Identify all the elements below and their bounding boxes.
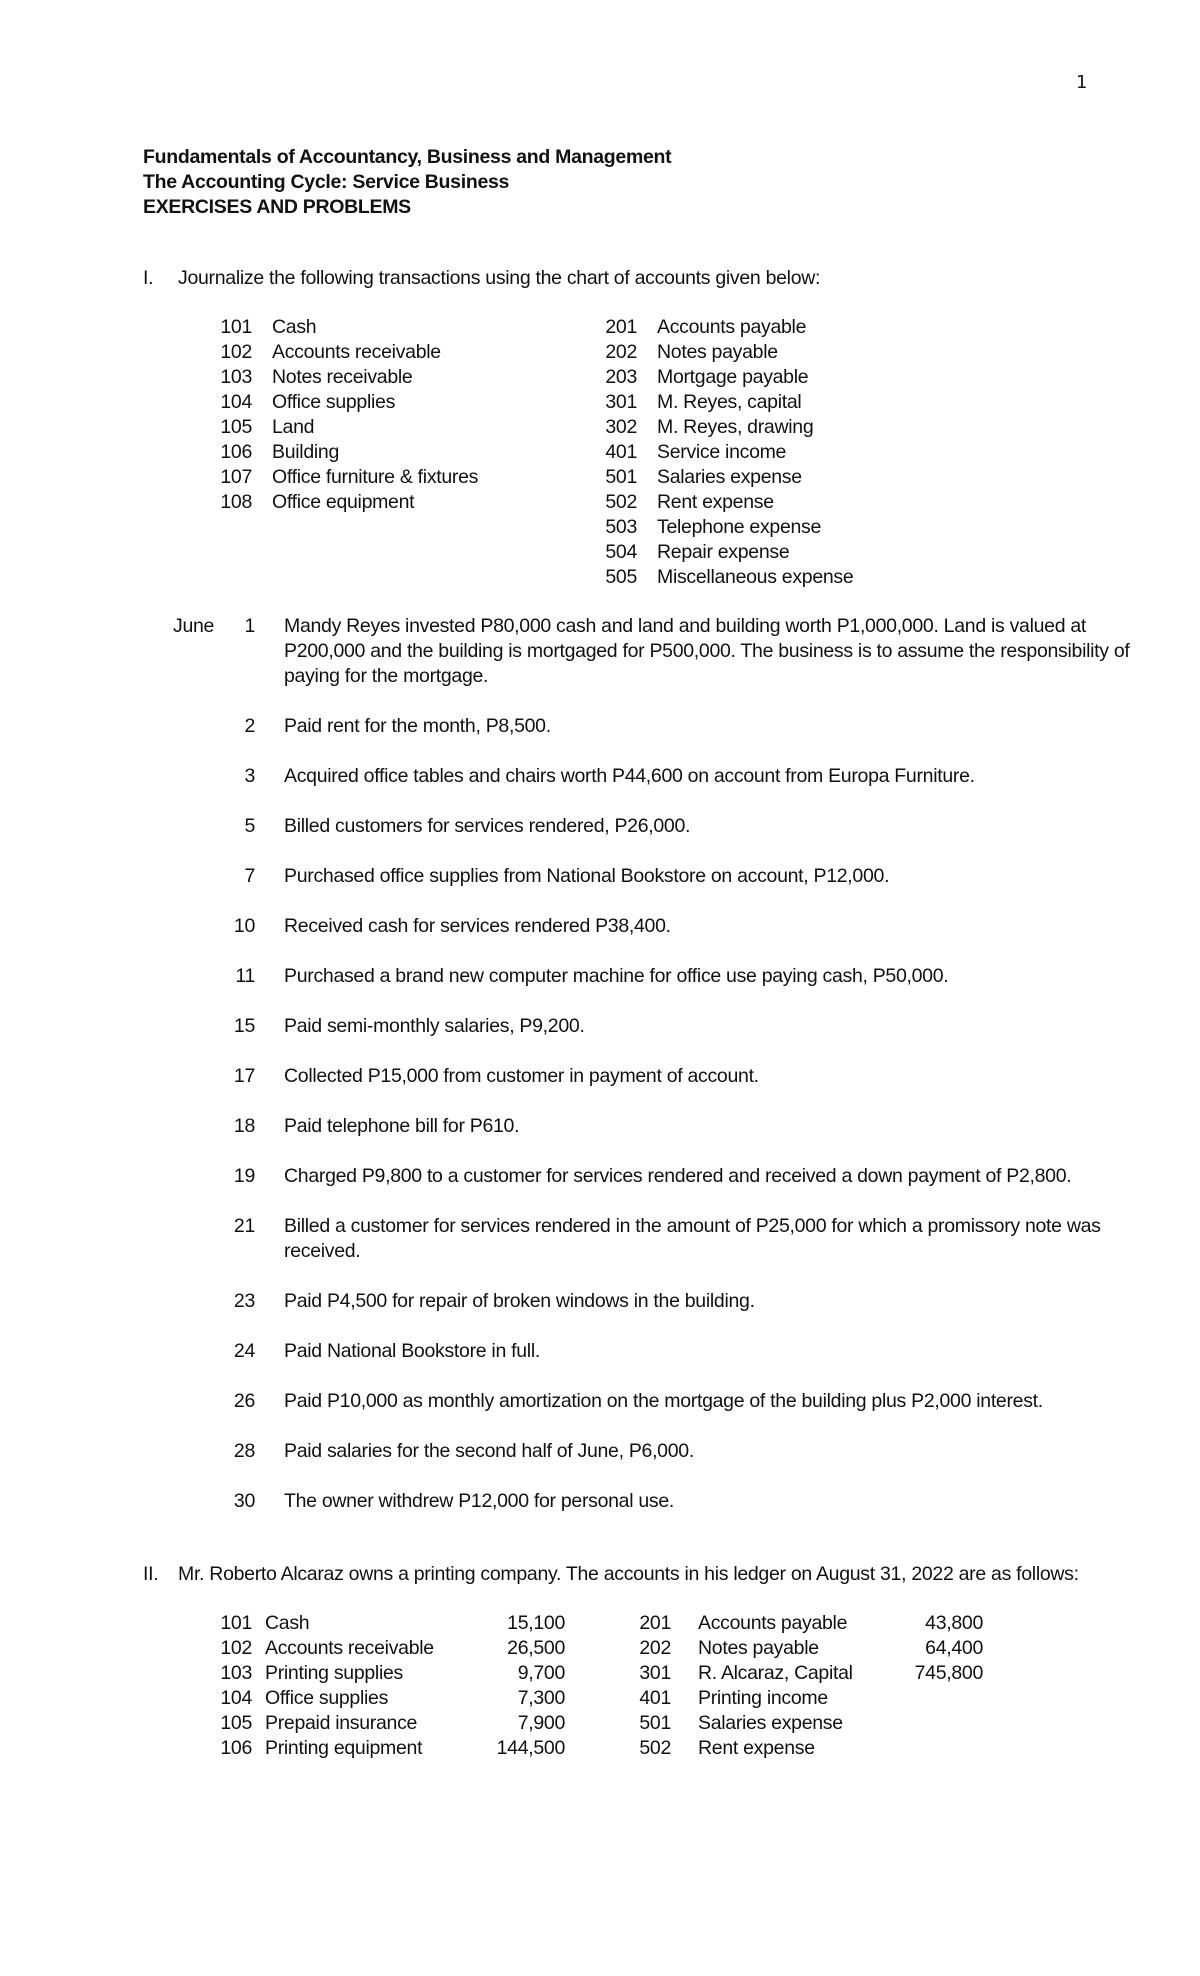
transaction-description: [284, 1114, 1200, 1139]
account-row: [593, 340, 778, 365]
account-number: 202: [639, 1637, 671, 1659]
ledger-row: [208, 1636, 565, 1661]
transaction-line: received.: [284, 1240, 361, 1262]
transaction-day: 2: [244, 715, 255, 737]
transaction-day: 15: [233, 1015, 255, 1037]
transaction-day: 7: [244, 865, 255, 887]
account-number: 103: [220, 1662, 252, 1684]
transaction-line: paying for the mortgage.: [284, 665, 489, 687]
account-row: [593, 515, 821, 540]
transaction-line: Billed a customer for services rendered in the amount of P25,000 for which a promissory note was: [284, 1215, 1101, 1237]
transaction-line: Paid rent for the month, P8,500.: [284, 715, 551, 737]
account-balance: 745,800: [914, 1662, 983, 1684]
ledger-row: [627, 1736, 983, 1761]
account-name: Office equipment: [272, 491, 415, 513]
transaction-line: Received cash for services rendered P38,400.: [284, 915, 671, 937]
transaction-line: Mandy Reyes invested P80,000 cash and land and building worth P1,000,000. Land is valued at: [284, 615, 1087, 637]
account-number: 105: [220, 1712, 252, 1734]
account-row: [208, 415, 314, 440]
account-name: Printing equipment: [265, 1737, 423, 1759]
account-balance: 9,700: [517, 1662, 565, 1684]
account-name: Rent expense: [657, 491, 774, 513]
account-row: [208, 340, 441, 365]
account-name: Notes receivable: [272, 366, 413, 388]
transaction-line: Paid semi-monthly salaries, P9,200.: [284, 1015, 585, 1037]
transaction-line: Paid salaries for the second half of June, P6,000.: [284, 1440, 694, 1462]
ledger-row: [208, 1711, 565, 1736]
account-name: Cash: [272, 316, 317, 338]
transaction-line: Paid telephone bill for P610.: [284, 1115, 520, 1137]
transaction-line: Acquired office tables and chairs worth P44,600 on account from Europa Furniture.: [284, 765, 975, 787]
transaction-day: 3: [244, 765, 255, 787]
account-name: R. Alcaraz, Capital: [698, 1662, 853, 1684]
account-name: Accounts receivable: [265, 1637, 434, 1659]
ledger-row: [208, 1611, 565, 1636]
transaction-line: Collected P15,000 from customer in payment of account.: [284, 1065, 759, 1087]
account-number: 502: [639, 1737, 671, 1759]
transaction-description: [284, 1064, 1200, 1089]
account-number: 502: [605, 491, 637, 513]
account-name: Office supplies: [272, 391, 396, 413]
account-number: 105: [220, 416, 252, 438]
account-balance: 43,800: [925, 1612, 983, 1634]
account-row: [593, 540, 789, 565]
account-name: M. Reyes, drawing: [657, 416, 814, 438]
transaction-description: [284, 964, 1200, 989]
transaction-day: 10: [233, 915, 255, 937]
account-name: Miscellaneous expense: [657, 566, 854, 588]
account-row: [208, 390, 395, 415]
account-number: 301: [605, 391, 637, 413]
account-row: [593, 415, 813, 440]
ledger-row: [627, 1636, 983, 1661]
account-row: [593, 440, 786, 465]
transaction-day: 24: [233, 1340, 255, 1362]
account-name: Cash: [265, 1612, 310, 1634]
transaction-line: Purchased a brand new computer machine for office use paying cash, P50,000.: [284, 965, 949, 987]
transaction-description: [284, 764, 1200, 789]
ledger-row: [208, 1736, 565, 1761]
ledger-row: [208, 1686, 565, 1711]
account-row: [208, 490, 414, 515]
account-number: 103: [220, 366, 252, 388]
transaction-line: Paid National Bookstore in full.: [284, 1340, 540, 1362]
transaction-day: 26: [233, 1390, 255, 1412]
account-name: Notes payable: [657, 341, 778, 363]
account-name: Rent expense: [698, 1737, 815, 1759]
section-title: EXERCISES AND PROBLEMS: [143, 196, 411, 218]
transaction-day: 17: [233, 1065, 255, 1087]
page-number: 1: [1076, 72, 1088, 93]
account-number: 203: [605, 366, 637, 388]
transaction-description: [284, 1439, 1200, 1464]
section-2-intro: [143, 1562, 1079, 1587]
transaction-description: [284, 714, 1200, 739]
account-name: Accounts payable: [698, 1612, 848, 1634]
account-name: M. Reyes, capital: [657, 391, 802, 413]
transaction-line: Charged P9,800 to a customer for services rendered and received a down payment of P2,800.: [284, 1165, 1072, 1187]
transaction-day: 19: [233, 1165, 255, 1187]
account-number: 106: [220, 441, 252, 463]
account-balance: 26,500: [507, 1637, 565, 1659]
transaction-description: [284, 1389, 1200, 1414]
account-number: 302: [605, 416, 637, 438]
transaction-month: June: [173, 615, 215, 637]
transaction-description: [284, 1339, 1200, 1364]
account-number: 102: [220, 341, 252, 363]
transaction-day: 28: [233, 1440, 255, 1462]
account-row: [593, 365, 808, 390]
account-name: Repair expense: [657, 541, 790, 563]
transaction-line: Paid P10,000 as monthly amortization on the mortgage of the building plus P2,000 interest.: [284, 1390, 1043, 1412]
transaction-day: 30: [233, 1490, 255, 1512]
account-name: Mortgage payable: [657, 366, 809, 388]
transaction-description: [284, 1164, 1200, 1189]
transaction-line: Paid P4,500 for repair of broken windows in the building.: [284, 1290, 755, 1312]
transaction-description: [284, 914, 1200, 939]
account-balance: 64,400: [925, 1637, 983, 1659]
account-name: Accounts receivable: [272, 341, 441, 363]
account-number: 201: [639, 1612, 671, 1634]
transaction-line: P200,000 and the building is mortgaged for P500,000. The business is to assume the responsibility of: [284, 640, 1130, 662]
transaction-line: Purchased office supplies from National Bookstore on account, P12,000.: [284, 865, 890, 887]
transaction-description: [284, 1014, 1200, 1039]
transaction-description: [284, 864, 1200, 889]
section-1-instruction: [143, 266, 820, 291]
section-2-intro-text: Mr. Roberto Alcaraz owns a printing company. The accounts in his ledger on August 31, 2022 are as follows:: [178, 1563, 1079, 1585]
account-number: 108: [220, 491, 252, 513]
transaction-day: 23: [233, 1290, 255, 1312]
account-name: Office furniture & fixtures: [272, 466, 479, 488]
document-header: [143, 145, 671, 220]
account-name: Salaries expense: [698, 1712, 843, 1734]
account-number: 101: [220, 316, 252, 338]
account-row: [593, 315, 806, 340]
account-name: Building: [272, 441, 339, 463]
chapter-title: The Accounting Cycle: Service Business: [143, 171, 510, 193]
account-name: Office supplies: [265, 1687, 389, 1709]
account-number: 503: [605, 516, 637, 538]
course-title: Fundamentals of Accountancy, Business and Management: [143, 146, 672, 168]
account-number: 107: [220, 466, 252, 488]
account-name: Telephone expense: [657, 516, 822, 538]
account-row: [208, 465, 478, 490]
account-number: 504: [605, 541, 637, 563]
ledger-row: [627, 1661, 983, 1686]
transaction-line: Billed customers for services rendered, P26,000.: [284, 815, 691, 837]
account-name: Printing income: [698, 1687, 828, 1709]
account-number: 102: [220, 1637, 252, 1659]
account-number: 201: [605, 316, 637, 338]
account-row: [593, 465, 802, 490]
ledger-row: [627, 1711, 983, 1736]
account-balance: 15,100: [507, 1612, 565, 1634]
transaction-description: [284, 1489, 1200, 1514]
account-balance: 7,300: [517, 1687, 565, 1709]
account-name: Notes payable: [698, 1637, 819, 1659]
transaction-day: 21: [233, 1215, 255, 1237]
section-1-instruction-text: Journalize the following transactions using the chart of accounts given below:: [178, 267, 821, 289]
account-name: Land: [272, 416, 315, 438]
account-number: 106: [220, 1737, 252, 1759]
account-balance: 144,500: [496, 1737, 565, 1759]
ledger-row: [208, 1661, 565, 1686]
account-row: [593, 390, 801, 415]
ledger-row: [627, 1611, 983, 1636]
ledger-row: [627, 1686, 983, 1711]
transaction-day: 5: [244, 815, 255, 837]
account-row: [593, 565, 853, 590]
account-row: [208, 440, 339, 465]
transaction-description: [284, 814, 1200, 839]
account-number: 501: [605, 466, 637, 488]
transaction-line: The owner withdrew P12,000 for personal use.: [284, 1490, 675, 1512]
account-name: Prepaid insurance: [265, 1712, 418, 1734]
transaction-day: 11: [235, 965, 255, 987]
account-number: 104: [220, 391, 252, 413]
account-row: [208, 315, 316, 340]
transaction-description: [284, 614, 1200, 689]
section-1-numeral: I.: [143, 267, 154, 289]
account-name: Service income: [657, 441, 787, 463]
account-number: 101: [220, 1612, 252, 1634]
transaction-day: 18: [233, 1115, 255, 1137]
account-name: Salaries expense: [657, 466, 802, 488]
account-number: 401: [605, 441, 637, 463]
account-number: 104: [220, 1687, 252, 1709]
account-row: [593, 490, 774, 515]
account-number: 301: [639, 1662, 671, 1684]
account-row: [208, 365, 412, 390]
transaction-description: [284, 1289, 1200, 1314]
account-name: Printing supplies: [265, 1662, 403, 1684]
account-number: 202: [605, 341, 637, 363]
account-number: 505: [605, 566, 637, 588]
account-number: 401: [639, 1687, 671, 1709]
section-2-numeral: II.: [143, 1563, 159, 1585]
transaction-description: [284, 1214, 1200, 1264]
account-name: Accounts payable: [657, 316, 807, 338]
account-balance: 7,900: [517, 1712, 565, 1734]
transaction-day: 1: [244, 615, 255, 637]
account-number: 501: [639, 1712, 671, 1734]
